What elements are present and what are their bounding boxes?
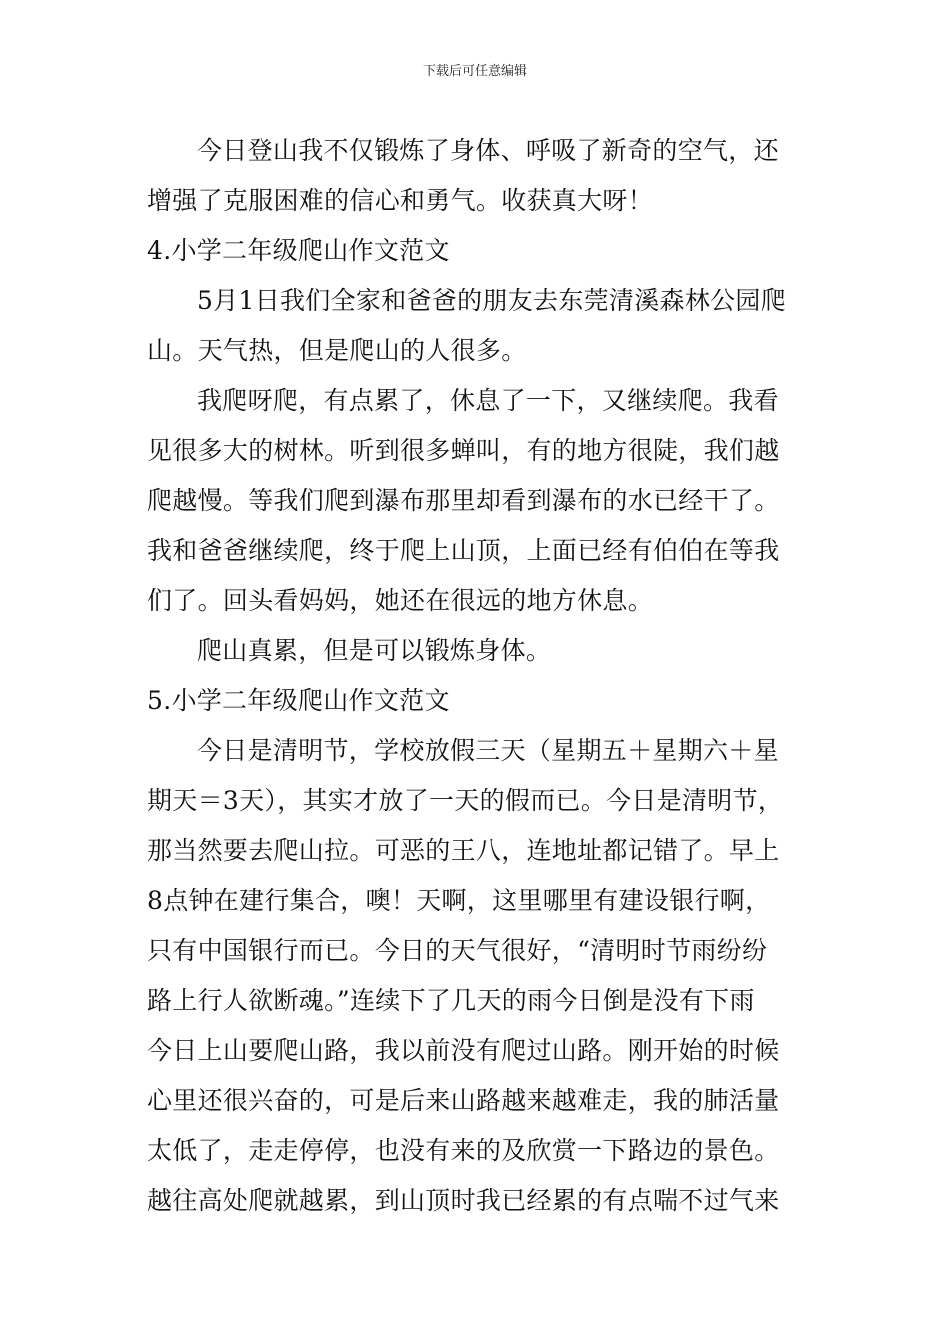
section-heading: 5.小学二年级爬山作文范文 <box>147 686 450 715</box>
text-line: 只有中国银行而已。今日的天气很好，“清明时节雨纷纷 <box>147 936 768 965</box>
text-line: 5月1日我们全家和爸爸的朋友去东莞清溪森林公园爬 <box>197 286 787 315</box>
section-heading: 4.小学二年级爬山作文范文 <box>147 236 450 265</box>
text-line: 爬山真累，但是可以锻炼身体。 <box>197 636 552 665</box>
text-line: 增强了克服困难的信心和勇气。收获真大呀！ <box>147 186 654 215</box>
text-line: 太低了，走走停停，也没有来的及欣赏一下路边的景色。 <box>147 1136 780 1165</box>
text-line: 那当然要去爬山拉。可恶的王八，连地址都记错了。早上 <box>147 836 780 865</box>
text-line: 山。天气热，但是爬山的人很多。 <box>147 336 527 365</box>
text-line: 越往高处爬就越累，到山顶时我已经累的有点喘不过气来 <box>147 1186 780 1215</box>
text-line: 今日登山我不仅锻炼了身体、呼吸了新奇的空气，还 <box>197 136 779 165</box>
document-body <box>147 126 807 1226</box>
text-line: 今日上山要爬山路，我以前没有爬过山路。刚开始的时候 <box>147 1036 780 1065</box>
text-line: 路上行人欲断魂。”连续下了几天的雨今日倒是没有下雨 <box>147 986 755 1015</box>
text-line: 心里还很兴奋的，可是后来山路越来越难走，我的肺活量 <box>147 1086 780 1115</box>
text-line: 今日是清明节，学校放假三天（星期五＋星期六＋星 <box>197 736 779 765</box>
text-line: 我爬呀爬，有点累了，休息了一下，又继续爬。我看 <box>197 386 779 415</box>
page-header: 下载后可任意编辑 <box>422 64 527 79</box>
text-line: 爬越慢。等我们爬到瀑布那里却看到瀑布的水已经干了。 <box>147 486 780 515</box>
text-line: 期天＝3天），其实才放了一天的假而已。今日是清明节， <box>147 786 784 815</box>
text-line: 8点钟在建行集合，噢！天啊，这里哪里有建设银行啊， <box>147 886 771 915</box>
text-line: 们了。回头看妈妈，她还在很远的地方休息。 <box>147 586 654 615</box>
text-line: 见很多大的树林。听到很多蝉叫，有的地方很陡，我们越 <box>147 436 780 465</box>
text-line: 我和爸爸继续爬，终于爬上山顶，上面已经有伯伯在等我 <box>147 536 780 565</box>
